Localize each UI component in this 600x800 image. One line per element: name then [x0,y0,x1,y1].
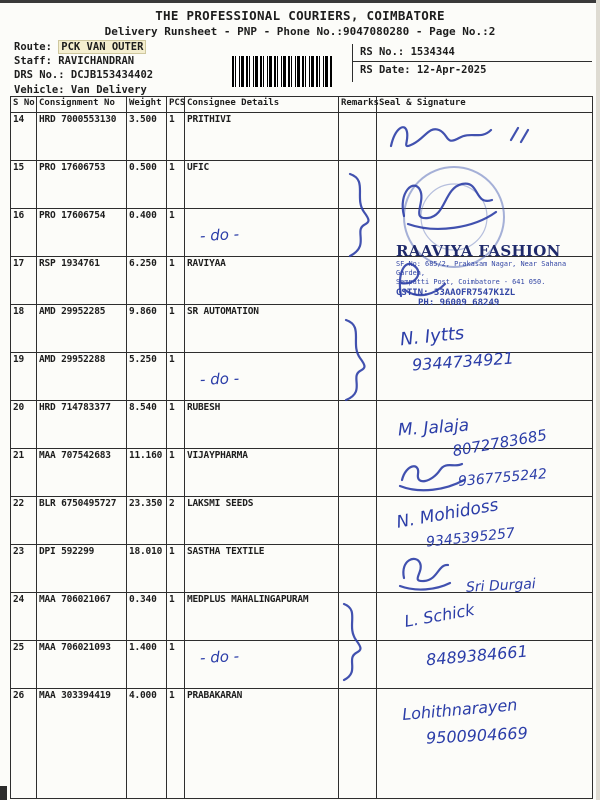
signature-text: M. Jalaja [397,415,470,441]
cell-consignee: RAVIYAA [185,257,339,305]
cell-pcs: 1 [167,545,185,593]
signature-text: Sri Durgai [465,576,537,596]
table-row [11,593,593,641]
cell-s-no: 23 [11,545,37,593]
drs-label: DRS No.: [14,69,65,81]
brace-mark-icon [334,314,376,406]
cell-remarks [339,497,377,545]
rs-no-line [360,46,455,58]
stamp-gstin: GSTIN: 33AAOFR7547K1ZL [396,287,516,298]
staff-value: RAVICHANDRAN [58,55,135,67]
drs-value: DCJB153434402 [70,69,154,81]
cell-s-no: 24 [11,593,37,641]
cell-consignee: VIJAYPHARMA [185,449,339,497]
cell-s-no: 16 [11,209,37,257]
column-header-remarks: Remarks [339,97,377,113]
ditto-mark: - do - [199,369,240,389]
cell-consignment: HRD 714783377 [37,401,127,449]
signature-scribble-icon [383,256,453,301]
signature-text: Lohithnarayen [401,695,519,724]
cell-s-no: 21 [11,449,37,497]
cell-pcs: 1 [167,209,185,257]
signature-scribble-icon [392,456,467,492]
document-subtitle: Delivery Runsheet - PNP - Phone No.:9047080280 - Page No.:2 [104,25,496,38]
drs-line [14,69,153,81]
cell-pcs: 1 [167,401,185,449]
cell-weight: 3.500 [127,113,167,161]
vehicle-value: Van Delivery [70,84,147,96]
rs-no-label: RS No.: [360,46,405,58]
cell-consignment: MAA 706021093 [37,641,127,689]
cell-s-no: 22 [11,497,37,545]
signature-text: N. Iytts [399,322,466,351]
cell-remarks [339,545,377,593]
cell-consignment: MAA 706021067 [37,593,127,641]
cell-weight: 18.010 [127,545,167,593]
cell-pcs: 1 [167,449,185,497]
cell-s-no: 17 [11,257,37,305]
cell-consignment: PRO 17606753 [37,161,127,209]
cell-consignee: PRITHIVI [185,113,339,161]
cell-remarks [339,113,377,161]
cell-consignment: AMD 29952288 [37,353,127,401]
stamp-phone: PH: 96009 68249 [418,297,500,308]
cell-consignment: DPI 592299 [37,545,127,593]
cell-s-no: 14 [11,113,37,161]
route-label: Route: [14,41,52,53]
staff-label: Staff: [14,55,52,67]
cell-pcs: 1 [167,353,185,401]
signature-scribble-icon [385,116,535,160]
cell-s-no: 18 [11,305,37,353]
route-value: PCK VAN OUTER [58,40,146,54]
stamp-address-line1: SF No: 685/2, Prakasam Nagar, Near Sahana Garden, [396,260,567,277]
cell-consignee: SR AUTOMATION [185,305,339,353]
cell-pcs: 1 [167,305,185,353]
cell-s-no: 26 [11,689,37,799]
phone-text: 8489384661 [425,641,529,670]
cell-consignment: HRD 7000553130 [37,113,127,161]
signature-scribble-icon [388,172,513,232]
rs-date-value: 12-Apr-2025 [416,64,487,76]
cell-pcs: 1 [167,641,185,689]
cell-remarks [339,401,377,449]
cell-pcs: 1 [167,593,185,641]
rs-no-value: 1534344 [410,46,455,58]
cell-s-no: 15 [11,161,37,209]
table-header-row [11,97,593,113]
cell-consignee: PRABAKARAN [185,689,339,799]
cell-s-no: 20 [11,401,37,449]
cell-consignee: MEDPLUS MAHALINGAPURAM [185,593,339,641]
cell-pcs: 1 [167,689,185,799]
column-header-pcs: PCS [167,97,185,113]
cell-weight: 11.160 [127,449,167,497]
cell-weight: 0.400 [127,209,167,257]
column-header-consignee: Consignee Details [185,97,339,113]
cell-weight: 4.000 [127,689,167,799]
signature-text: N. Mohidoss [395,495,500,533]
ditto-mark: - do - [199,224,240,246]
cell-consignment: BLR 6750495727 [37,497,127,545]
cell-remarks [339,689,377,799]
brace-mark-icon [338,168,382,262]
cell-consignment: MAA 303394419 [37,689,127,799]
signature-text: L. Schick [402,600,476,631]
cell-consignment: AMD 29952285 [37,305,127,353]
column-header-s-no: S No [11,97,37,113]
cell-consignment: MAA 707542683 [37,449,127,497]
cell-s-no: 25 [11,641,37,689]
phone-text: 9345395257 [425,525,516,551]
cell-consignee: UFIC [185,161,339,209]
route-line [14,41,146,53]
cell-weight: 9.860 [127,305,167,353]
column-header-seal: Seal & Signature [377,97,593,113]
cell-consignee: LAKSMI SEEDS [185,497,339,545]
stamp-address-line2: Sempatti Post, Coimbatore - 641 050. [396,277,546,286]
cell-weight: 5.250 [127,353,167,401]
rs-date-line [360,64,486,76]
cell-pcs: 1 [167,113,185,161]
column-header-consignment: Consignment No [37,97,127,113]
phone-text: 8072783685 [451,425,549,461]
rs-box-divider-horizontal [352,61,592,62]
vehicle-label: Vehicle: [14,84,65,96]
cell-consignment: RSP 1934761 [37,257,127,305]
cell-remarks [339,449,377,497]
cell-consignment: PRO 17606754 [37,209,127,257]
cell-pcs: 1 [167,161,185,209]
cell-s-no: 19 [11,353,37,401]
phone-text: 9344734921 [411,348,515,375]
cell-pcs: 1 [167,257,185,305]
scan-corner-mark [0,786,7,800]
document-title: THE PROFESSIONAL COURIERS, COIMBATORE [155,8,445,23]
cell-weight: 8.540 [127,401,167,449]
drs-barcode [232,56,332,87]
staff-line [14,55,134,67]
rs-box-divider-vertical [352,44,353,82]
cell-weight: 23.350 [127,497,167,545]
scan-edge-top [0,0,600,3]
cell-consignee: RUBESH [185,401,339,449]
scan-edge-right [596,0,600,800]
phone-text: 9500904669 [425,723,529,748]
vehicle-line [14,84,147,96]
brace-mark-icon [332,598,372,686]
cell-weight: 0.340 [127,593,167,641]
table-row [11,305,593,353]
cell-consignee: SASTHA TEXTILE [185,545,339,593]
stamp-company-name: RAAVIYA FASHION [396,242,561,260]
phone-text: 9367755242 [457,466,548,490]
ditto-mark: - do - [199,646,240,668]
cell-weight: 1.400 [127,641,167,689]
column-header-weight: Weight [127,97,167,113]
cell-remarks [339,257,377,305]
signature-scribble-icon [390,550,456,592]
cell-weight: 6.250 [127,257,167,305]
cell-pcs: 2 [167,497,185,545]
rs-date-label: RS Date: [360,64,411,76]
cell-weight: 0.500 [127,161,167,209]
